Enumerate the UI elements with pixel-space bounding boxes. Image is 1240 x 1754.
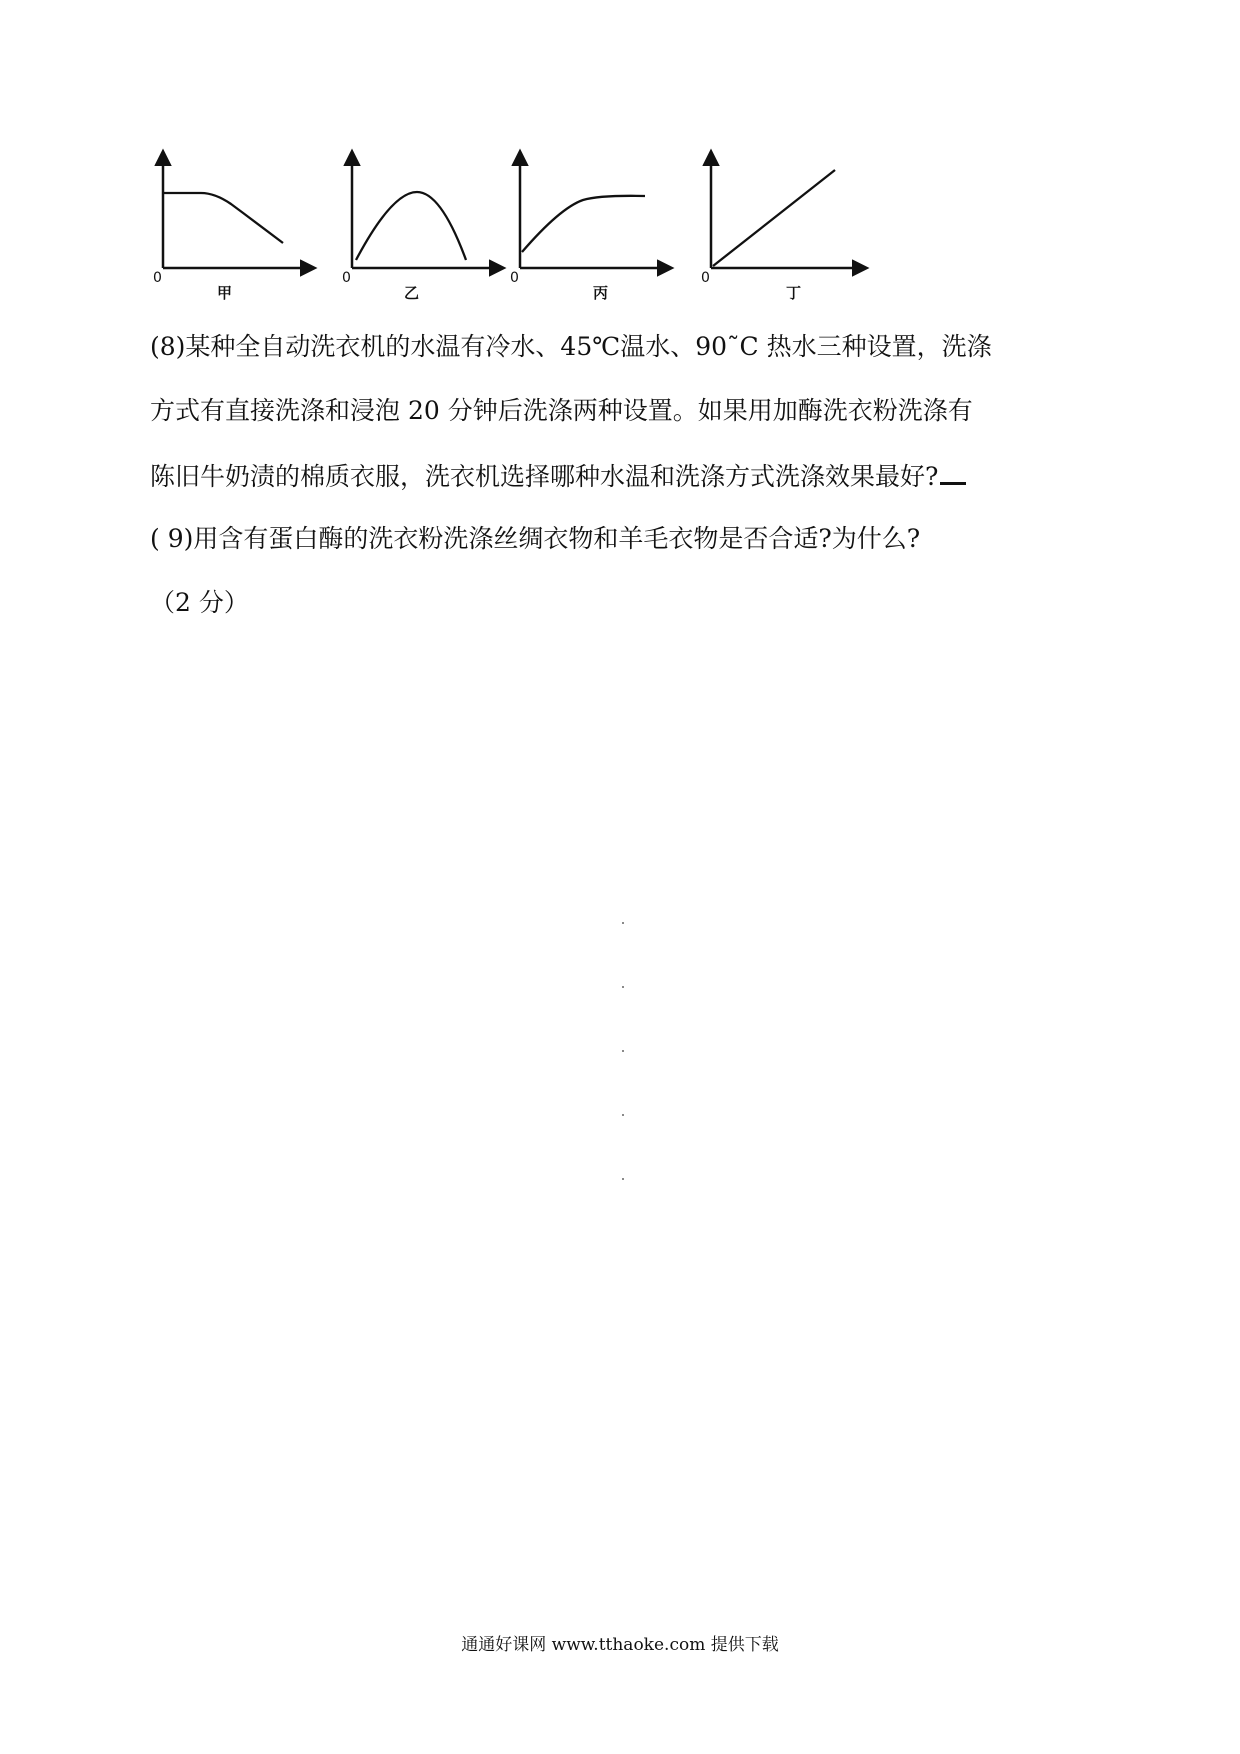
curve-ding	[713, 170, 835, 266]
scan-dot	[622, 1050, 624, 1052]
footer-credit: 通通好课网 www.tthaoke.com 提供下载	[461, 1635, 779, 1655]
graph-yi	[352, 152, 503, 268]
graph-bing	[520, 152, 671, 268]
curve-bing	[522, 196, 645, 252]
answer-blank	[940, 460, 966, 485]
scan-dot	[622, 1178, 624, 1180]
curve-yi	[356, 192, 466, 260]
origin-label: 0	[510, 270, 519, 286]
curve-jia	[164, 193, 283, 243]
graph-jia	[163, 152, 314, 268]
graph-label-yi: 乙	[404, 284, 420, 302]
question-9-points: （2 分）	[150, 588, 249, 617]
origin-label: 0	[701, 270, 710, 286]
origin-label: 0	[153, 270, 162, 286]
graph-label-jia: 甲	[217, 284, 233, 302]
question-8-line-3	[150, 460, 966, 492]
origin-label: 0	[342, 270, 351, 286]
scan-dot	[622, 1114, 624, 1116]
question-8-line-1: (8)某种全自动洗衣机的水温有冷水、45℃温水、90˜C 热水三种设置，洗涤	[150, 332, 992, 361]
question-9-line-1: ( 9)用含有蛋白酶的洗衣粉洗涤丝绸衣物和羊毛衣物是否合适?为什么?	[150, 524, 921, 553]
question-8-line-2: 方式有直接洗涤和浸泡 20 分钟后洗涤两种设置。如果用加酶洗衣粉洗涤有	[150, 396, 973, 425]
scan-dot	[622, 922, 624, 924]
graph-label-ding: 丁	[786, 284, 802, 302]
graph-label-bing: 丙	[593, 284, 609, 302]
question-8-line-3-text: 陈旧牛奶渍的棉质衣服，洗衣机选择哪种水温和洗涤方式洗涤效果最好?	[150, 462, 939, 491]
scan-dot	[622, 986, 624, 988]
graphs-figure	[0, 0, 1240, 300]
graph-ding	[711, 152, 866, 268]
